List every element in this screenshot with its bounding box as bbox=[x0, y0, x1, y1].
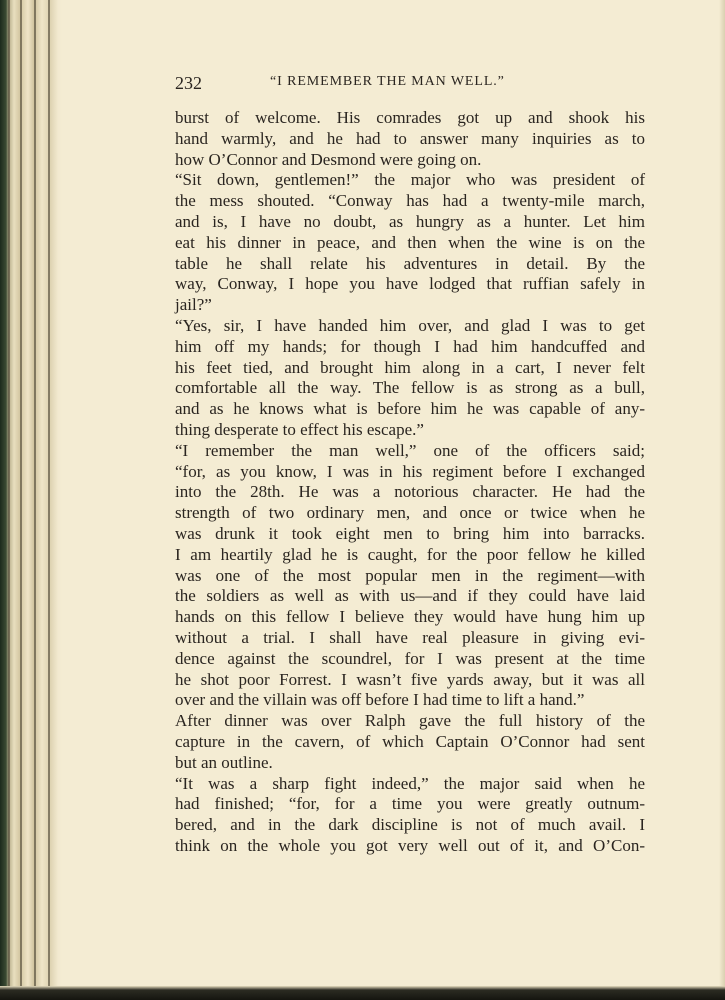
text-line: “for, as you know, I was in his regiment before I exchanged bbox=[175, 461, 645, 481]
text-line: his feet tied, and brought him along in a cart, I never felt bbox=[175, 357, 645, 377]
text-line: “I remember the man well,” one of the officers said; bbox=[175, 440, 645, 460]
text-line: bered, and in the dark discipline is not of much avail. I bbox=[175, 815, 645, 835]
text-line: dence against the scoundrel, for I was present at the time bbox=[175, 648, 645, 668]
text-line: was one of the most popular men in the regiment—with bbox=[175, 565, 645, 585]
text-line: capture in the cavern, of which Captain O’Connor had sent bbox=[175, 731, 645, 751]
text-line: had finished; “for, for a time you were greatly outnum- bbox=[175, 794, 645, 814]
text-line: burst of welcome. His comrades got up and shook his bbox=[175, 108, 645, 127]
text-line: was drunk it took eight men to bring him into barracks. bbox=[175, 523, 645, 543]
page-edge-line bbox=[48, 0, 50, 1000]
page-number: 232 bbox=[175, 73, 202, 93]
running-title: “I REMEMBER THE MAN WELL.” bbox=[270, 74, 505, 89]
text-line: how O’Connor and Desmond were going on. bbox=[175, 149, 482, 169]
page-edge-line bbox=[34, 0, 36, 1000]
text-line: comfortable all the way. The fellow is as strong as a bull, bbox=[175, 378, 645, 398]
text-line: “Sit down, gentlemen!” the major who was president of bbox=[175, 170, 645, 190]
text-line: and as he knows what is before him he was capable of any- bbox=[175, 399, 645, 419]
text-line: thing desperate to effect his escape.” bbox=[175, 419, 424, 439]
page-right-edge bbox=[719, 0, 725, 1000]
body-text bbox=[175, 108, 645, 857]
text-line: into the 28th. He was a notorious character. He had the bbox=[175, 482, 645, 502]
text-line: him off my hands; for though I had him handcuffed and bbox=[175, 336, 645, 356]
text-line: without a trial. I shall have real pleasure in giving evi- bbox=[175, 627, 645, 647]
text-line: way, Conway, I hope you have lodged that ruffian safely in bbox=[175, 274, 645, 294]
text-line: strength of two ordinary men, and once or twice when he bbox=[175, 503, 645, 523]
text-line: over and the villain was off before I had time to lift a hand.” bbox=[175, 690, 585, 710]
page-edge-line bbox=[8, 0, 10, 1000]
text-line: hand warmly, and he had to answer many inquiries as to bbox=[175, 128, 645, 148]
text-line: eat his dinner in peace, and then when the wine is on the bbox=[175, 232, 645, 252]
text-line: the mess shouted. “Conway has had a twenty-mile march, bbox=[175, 191, 645, 211]
page-bottom-edge bbox=[0, 986, 725, 1000]
page-edge-line bbox=[20, 0, 22, 1000]
page-header bbox=[175, 73, 645, 97]
text-line: “Yes, sir, I have handed him over, and glad I was to get bbox=[175, 315, 645, 335]
text-line: but an outline. bbox=[175, 752, 273, 772]
text-line: I am heartily glad he is caught, for the poor fellow he killed bbox=[175, 544, 645, 564]
text-line: and is, I have no doubt, as hungry as a hunter. Let him bbox=[175, 211, 645, 231]
text-line: After dinner was over Ralph gave the full history of the bbox=[175, 711, 645, 731]
text-line: the soldiers as well as with us—and if they could have laid bbox=[175, 586, 645, 606]
text-line: think on the whole you got very well out of it, and O’Con- bbox=[175, 835, 645, 855]
text-line: “It was a sharp fight indeed,” the major said when he bbox=[175, 773, 645, 793]
text-line: jail?” bbox=[175, 295, 212, 315]
text-line: he shot poor Forrest. I wasn’t five yards away, but it was all bbox=[175, 669, 645, 689]
text-line: hands on this fellow I believe they would have hung him up bbox=[175, 607, 645, 627]
text-line: table he shall relate his adventures in detail. By the bbox=[175, 253, 645, 273]
